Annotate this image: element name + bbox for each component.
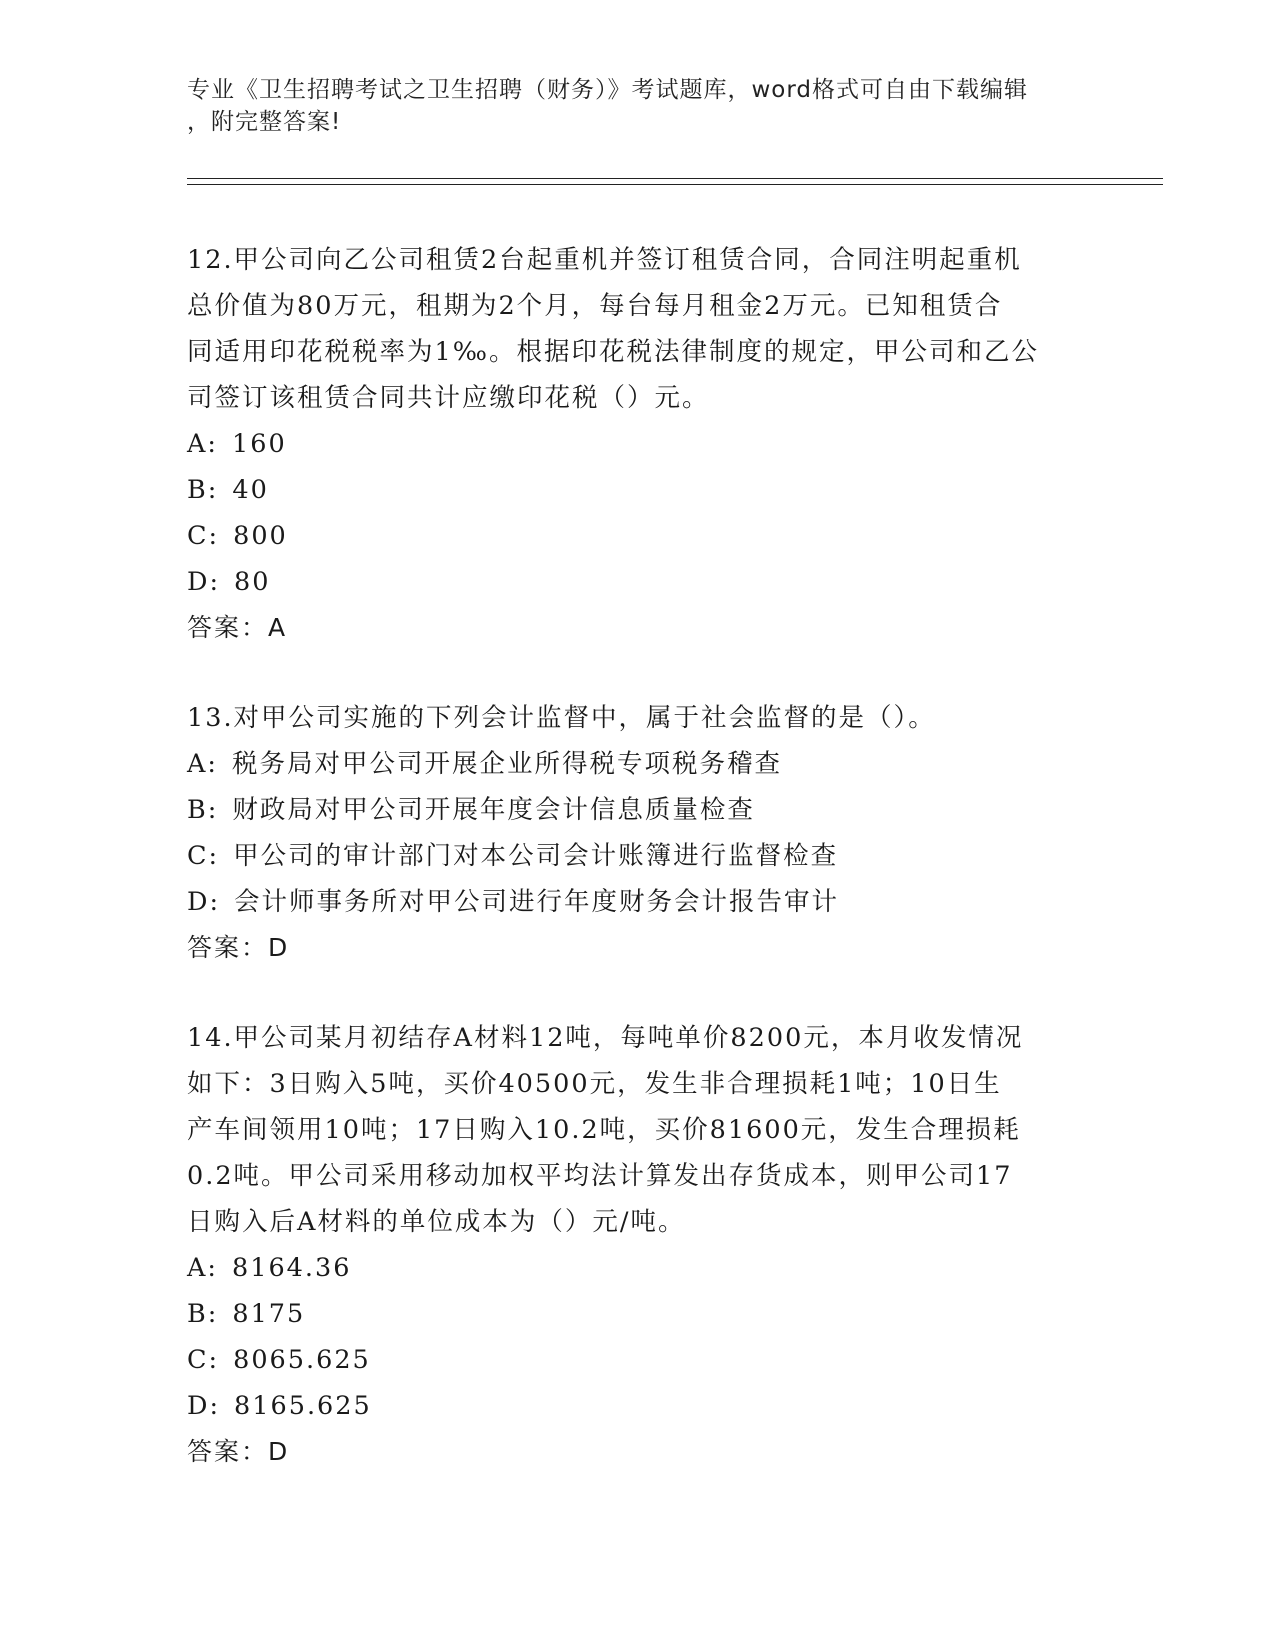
option-letter: A: [187, 1253, 208, 1283]
option-b: B: 8175: [187, 1299, 306, 1329]
option-text: 甲公司的审计部门对本公司会计账簿进行监督检查: [233, 841, 839, 871]
option-letter: D: [187, 887, 210, 917]
question-13: [187, 695, 1087, 971]
option-letter: D: [187, 1391, 210, 1421]
option-letter: B: [187, 795, 208, 825]
option-b: B: 财政局对甲公司开展年度会计信息质量检查: [187, 795, 755, 825]
question-stem-line: 14.甲公司某月初结存A材料12吨，每吨单价8200元，本月收发情况: [187, 1023, 1024, 1053]
option-d: D: 8165.625: [187, 1391, 372, 1421]
question-stem-line: 12.甲公司向乙公司租赁2台起重机并签订租赁合同，合同注明起重机: [187, 245, 1022, 275]
option-text: 160: [232, 429, 287, 459]
option-text: 8164.36: [232, 1253, 352, 1283]
question-stem-line: 日购入后A材料的单位成本为（）元/吨。: [187, 1207, 686, 1237]
answer: 答案：A: [187, 613, 288, 642]
question-stem-line: 同适用印花税税率为1‰。根据印花税法律制度的规定，甲公司和乙公: [187, 337, 1039, 367]
option-c: C: 甲公司的审计部门对本公司会计账簿进行监督检查: [187, 841, 839, 871]
option-a: A: 税务局对甲公司开展企业所得税专项税务稽查: [187, 749, 783, 779]
option-text: 会计师事务所对甲公司进行年度财务会计报告审计: [234, 887, 840, 917]
option-letter: A: [187, 429, 208, 459]
option-a: A: 8164.36: [187, 1253, 352, 1283]
header-line-1: 专业《卫生招聘考试之卫生招聘（财务）》考试题库，word格式可自由下载编辑: [187, 77, 1029, 103]
option-letter: C: [187, 1345, 209, 1375]
question-stem-line: 0.2吨。甲公司采用移动加权平均法计算发出存货成本，则甲公司17: [187, 1161, 1013, 1191]
option-a: A: 160: [187, 429, 287, 459]
question-14: [187, 1015, 1087, 1475]
option-letter: C: [187, 841, 209, 871]
header-rule-bottom: [187, 184, 1163, 185]
option-text: 8175: [232, 1299, 306, 1329]
option-c: C: 800: [187, 521, 288, 551]
answer: 答案：D: [187, 933, 290, 962]
option-d: D: 会计师事务所对甲公司进行年度财务会计报告审计: [187, 887, 840, 917]
question-stem-line: 司签订该租赁合同共计应缴印花税（）元。: [187, 383, 710, 413]
option-text: 80: [234, 567, 271, 597]
option-d: D: 80: [187, 567, 271, 597]
option-text: 800: [233, 521, 288, 551]
option-text: 税务局对甲公司开展企业所得税专项税务稽查: [232, 749, 783, 779]
option-text: 40: [232, 475, 269, 505]
question-12: [187, 237, 1087, 651]
option-text: 8165.625: [234, 1391, 372, 1421]
option-letter: B: [187, 1299, 208, 1329]
question-stem-line: 总价值为80万元，租期为2个月，每台每月租金2万元。已知租赁合: [187, 291, 1003, 321]
question-stem-line: 13.对甲公司实施的下列会计监督中，属于社会监督的是（）。: [187, 703, 936, 733]
option-text: 8065.625: [233, 1345, 371, 1375]
option-c: C: 8065.625: [187, 1345, 371, 1375]
option-letter: A: [187, 749, 208, 779]
option-letter: D: [187, 567, 210, 597]
option-letter: B: [187, 475, 208, 505]
question-stem-line: 产车间领用10吨；17日购入10.2吨，买价81600元，发生合理损耗: [187, 1115, 1021, 1145]
header-line-2: ，附完整答案!: [187, 109, 342, 135]
option-text: 财政局对甲公司开展年度会计信息质量检查: [232, 795, 755, 825]
option-letter: C: [187, 521, 209, 551]
option-b: B: 40: [187, 475, 269, 505]
question-stem-line: 如下：3日购入5吨，买价40500元，发生非合理损耗1吨；10日生: [187, 1069, 1002, 1099]
answer: 答案：D: [187, 1437, 290, 1466]
header-rule-top: [187, 178, 1163, 179]
document-header: [187, 74, 1067, 138]
